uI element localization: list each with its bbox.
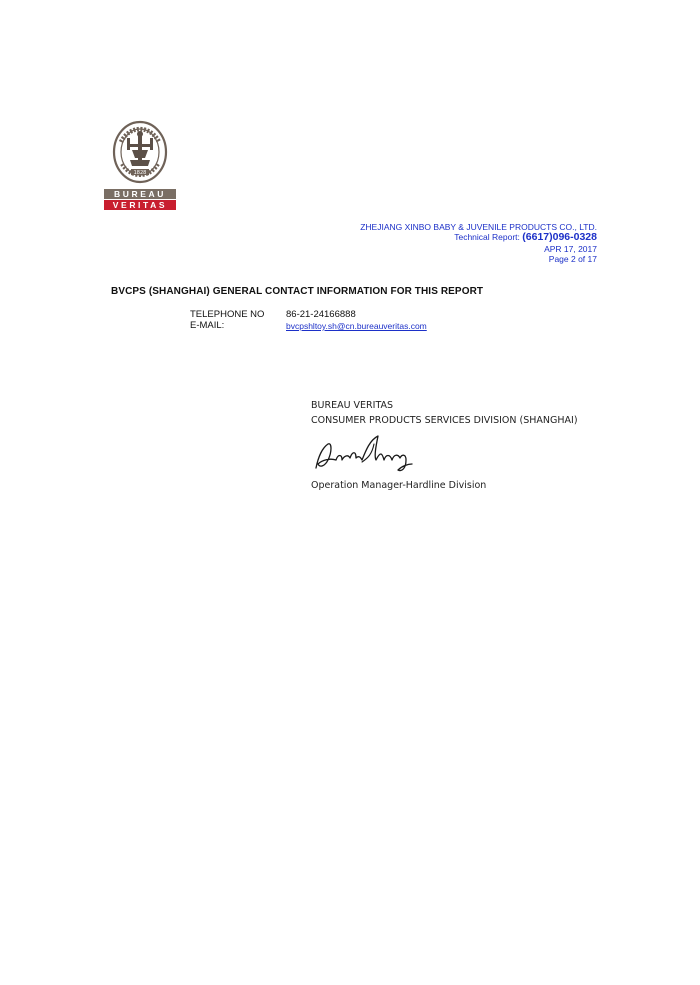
telephone-value: 86-21-24166888 [286,309,356,320]
bureau-veritas-logo [104,120,176,212]
seal-year: 1828 [133,170,147,176]
email-label: E-MAIL: [190,320,225,331]
logo-bureau-bar: BUREAU [104,189,176,199]
handwritten-signature [312,430,416,474]
email-link[interactable]: bvcpshltoy.sh@cn.bureauveritas.com [286,321,427,331]
section-title: BVCPS (SHANGHAI) GENERAL CONTACT INFORMATION FOR THIS REPORT [111,286,484,297]
report-date: APR 17, 2017 [544,244,597,254]
logo-veritas-bar: VERITAS [104,200,176,210]
report-line [454,232,597,242]
bureau-veritas-seal-icon [112,120,168,184]
company-name: ZHEJIANG XINBO BABY & JUVENILE PRODUCTS CO., LTD. [360,222,597,232]
division-name: CONSUMER PRODUCTS SERVICES DIVISION (SHANGHAI) [311,415,578,426]
report-number: (6617)096-0328 [522,231,597,243]
telephone-label: TELEPHONE NO [190,309,265,320]
report-label: Technical Report: [454,232,520,242]
signer-title: Operation Manager-Hardline Division [311,480,487,491]
page-number: Page 2 of 17 [548,254,597,264]
organization-name: BUREAU VERITAS [311,400,394,411]
